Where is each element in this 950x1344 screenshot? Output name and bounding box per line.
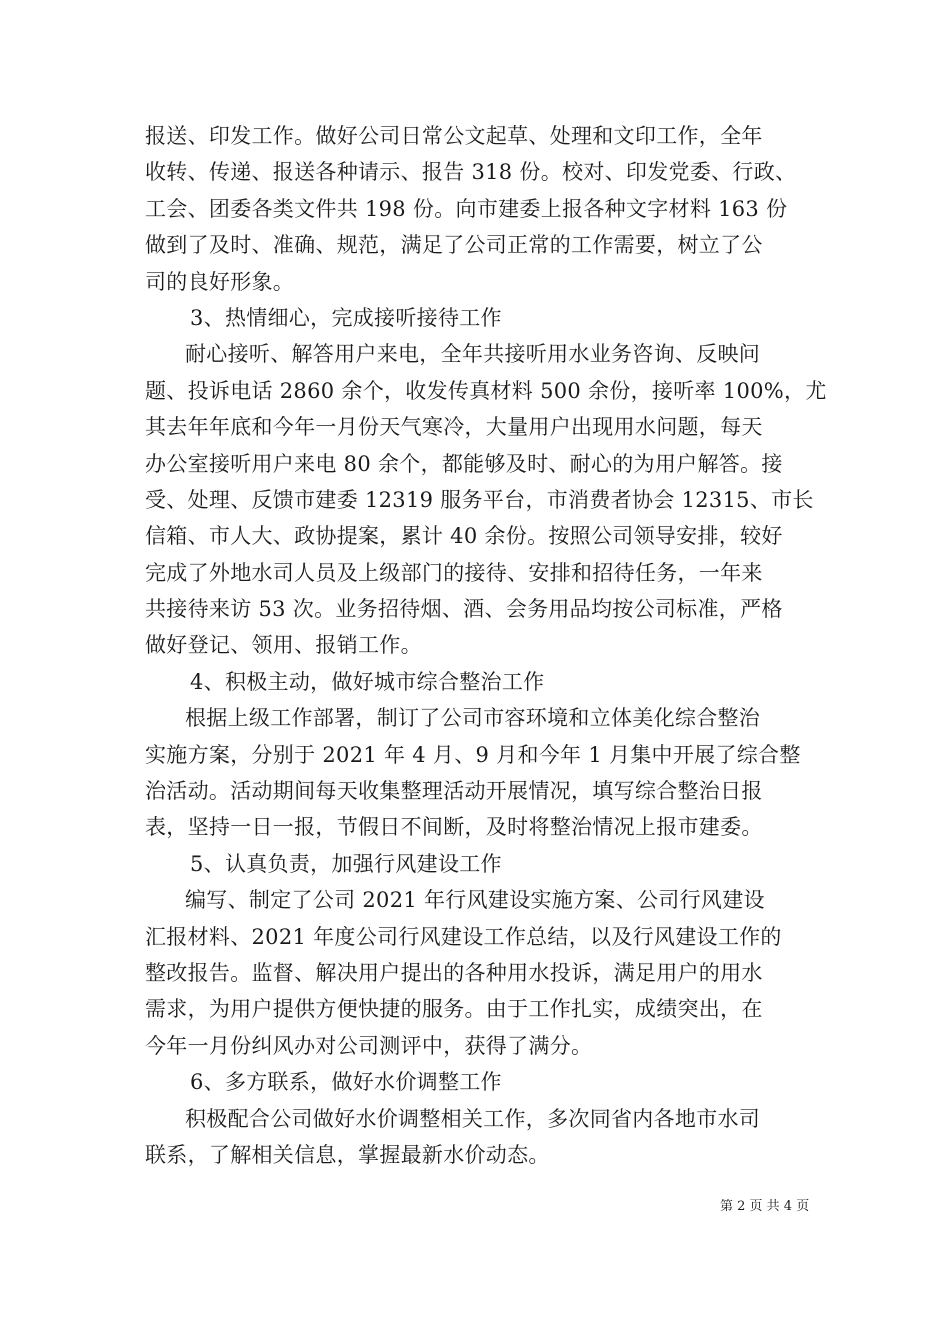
paragraph-start: 耐心接听、解答用户来电，全年共接听用水业务咨询、反映问 [185,342,761,367]
text-line: 报送、印发工作。做好公司日常公文起草、处理和文印工作，全年 [145,124,763,148]
text-line: 汇报材料、2021 年度公司行风建设工作总结，以及行风建设工作的 [145,924,782,949]
text-line: 办公室接听用户来电 80 余个，都能够及时、耐心的为用户解答。接 [145,451,783,476]
section-heading-6: 6、多方联系，做好水价调整工作 [190,1070,502,1095]
text-line: 收转、传递、报送各种请示、报告 318 份。校对、印发党委、行政、 [145,160,797,185]
text-line: 需求，为用户提供方便快捷的服务。由于工作扎实，成绩突出，在 [145,997,763,1022]
text-line: 其去年年底和今年一月份天气寒冷，大量用户出现用水问题，每天 [145,415,763,440]
text-line: 今年一月份纠风办对公司测评中，获得了满分。 [145,1033,593,1058]
text-line: 司的良好形象。 [145,269,295,294]
document-body [145,118,827,1173]
text-line: 题、投诉电话 2860 余个，收发传真材料 500 余份，接听率 100%，尤 [145,378,827,403]
section-heading-4: 4、积极主动，做好城市综合整治工作 [190,669,545,694]
section-heading-3: 3、热情细心，完成接听接待工作 [190,305,502,330]
paragraph-start: 根据上级工作部署，制订了公司市容环境和立体美化综合整治 [185,706,761,731]
text-line: 完成了外地水司人员及上级部门的接待、安排和招待任务，一年来 [145,560,763,585]
paragraph-start: 编写、制定了公司 2021 年行风建设实施方案、公司行风建设 [185,888,765,913]
text-line: 表，坚持一日一报，节假日不间断，及时将整治情况上报市建委。 [145,815,763,840]
text-line: 做好登记、领用、报销工作。 [145,633,422,658]
text-line: 共接待来访 53 次。业务招待烟、酒、会务用品均按公司标准，严格 [145,597,783,622]
section-heading-5: 5、认真负责，加强行风建设工作 [190,851,502,876]
text-line: 实施方案，分别于 2021 年 4 月、9 月和今年 1 月集中开展了综合整 [145,742,801,767]
page-number-footer: 第 2 页 共 4 页 [720,1199,810,1214]
text-line: 整改报告。监督、解决用户提出的各种用水投诉，满足用户的用水 [145,960,763,985]
text-line: 治活动。活动期间每天收集整理活动开展情况，填写综合整治日报 [145,779,763,804]
text-line: 信箱、市人大、政协提案，累计 40 余份。按照公司领导安排，较好 [145,524,783,549]
text-line: 联系，了解相关信息，掌握最新水价动态。 [145,1142,550,1167]
text-line: 工会、团委各类文件共 198 份。向市建委上报各种文字材料 163 份 [145,196,788,221]
paragraph-start: 积极配合公司做好水价调整相关工作，多次同省内各地市水司 [185,1106,761,1131]
text-line: 受、处理、反馈市建委 12319 服务平台，市消费者协会 12315、市长 [145,487,814,512]
text-line: 做到了及时、准确、规范，满足了公司正常的工作需要，树立了公 [145,233,763,258]
